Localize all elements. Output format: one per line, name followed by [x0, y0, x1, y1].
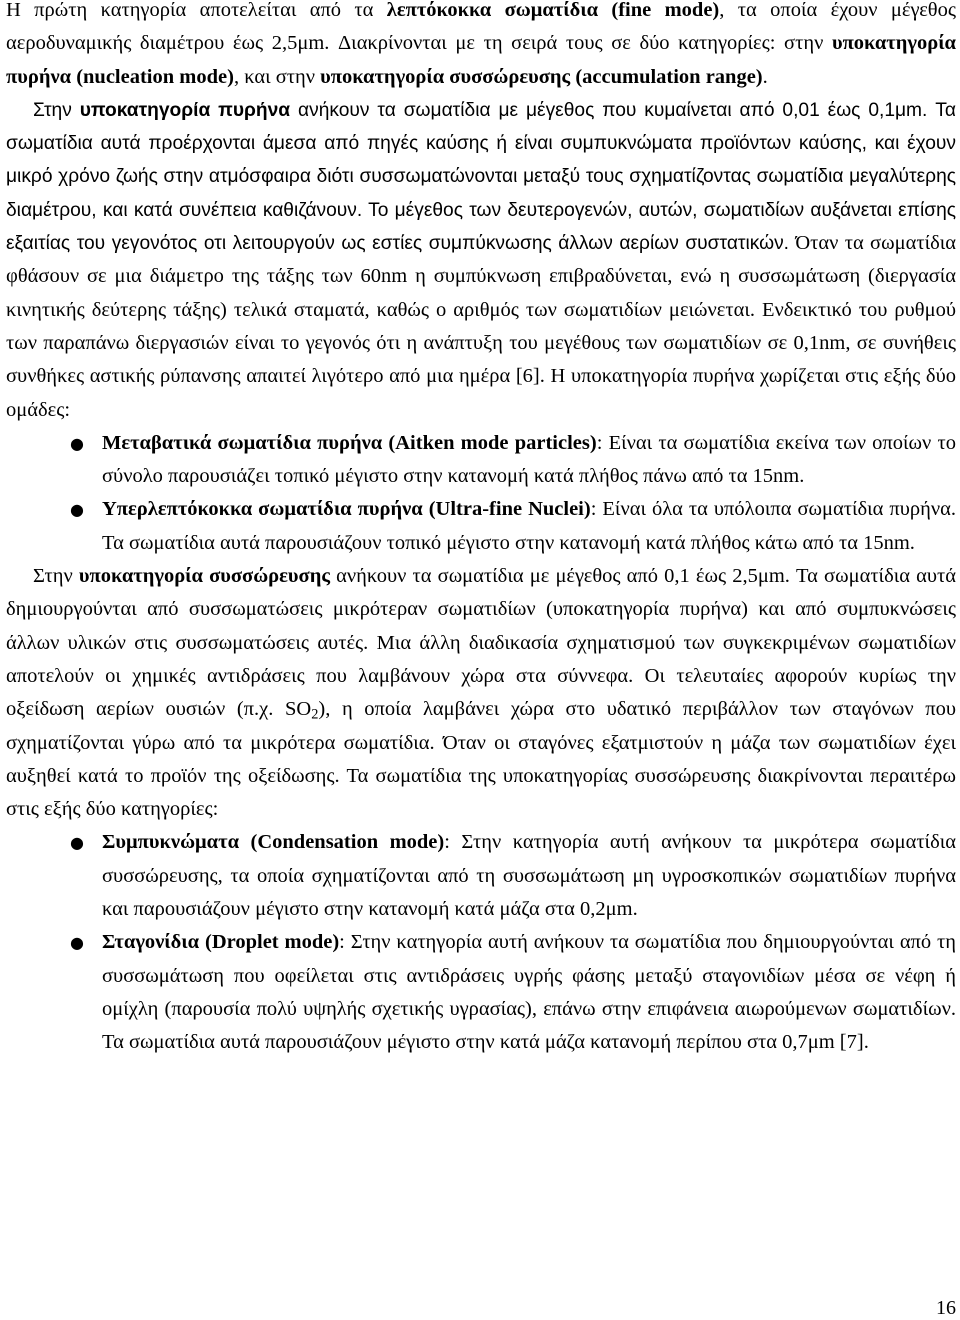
text-span: : Στην κατηγορία αυτή ανήκουν τα μικρότερα σωματίδια συσσώρευσης, τα οποία σχηματίζονται από τη συσσωμάτωση μη υγροσκοπικών σωματιδίων πυρήνα και παρουσιάζουν μέγιστο στην κατανομή κατά μάζα στα 0,2μm. — [102, 831, 956, 921]
text-span: ), η οποία λαμβάνει χώρα στο υδατικό περιβάλλον των σταγόνων που σχηματίζονται γύρω από τα μικρότερα σωματίδια. Όταν οι σταγόνες εξατμιστούν η μάζα των σωματιδίων έχει αυξηθεί κατά το προϊόν της οξείδωσης. Τα σωματίδια της υποκατηγορίας συσσώρευσης διακρίνονται περαιτέρω στις εξής δύο κατηγορίες: — [6, 698, 956, 821]
bullet-icon: ● — [70, 933, 84, 953]
bold-term: Σταγονίδια (Droplet mode) — [102, 931, 340, 954]
text-span: Τα σωματίδια αυτά προέρχονται άμεσα από πηγές καύσης ή είναι συμπυκνώματα προϊόντων καύσης, και έχουν μικρό χρόνο ζωής στην ατμόσφαιρα διότι συσσωματώνονται μεταξύ τους σχηματίζοντας σωματίδια μεγαλύτερης διαμέτρου, και κατά συνέπεια καθιζάνουν. Το μέγεθος των δευτερογενών, αυτών, σωματιδίων αυξάνεται επίσης εξαιτίας του γεγονότος οτι λειτουργούν ως εστίες συμπύκνωσης άλλων αερίων συστατικών. — [6, 99, 956, 255]
text-span: : Είναι τα σωματίδια εκείνα των οποίων το σύνολο παρουσιάζει τοπικό μέγιστο στην κατανομή κατά πλήθος πάνω από τα 15nm. — [102, 431, 956, 488]
bold-term: Συμπυκνώματα (Condensation mode) — [102, 831, 445, 854]
text-span: : Στην κατηγορία αυτή ανήκουν τα σωματίδια που δημιουργούνται από τη συσσωμάτωση που οφείλεται στις αντιδράσεις υγρής φάσης μεταξύ σταγονιδίων μέσα σε νέφη ή ομίχλη (παρουσία πολύ υψηλής σχετικής υγρασίας), επάνω στην επιφάνεια αιωρούμενων σωματιδίων. Τα σωματίδια αυτά παρουσιάζουν μέγιστο στην κατά μάζα κατανομή περίπου στα 0,7μm [7]. — [102, 931, 957, 1054]
bold-term: υποκατηγορία πυρήνα (nucleation mode) — [6, 32, 956, 88]
list-item — [6, 826, 956, 926]
text-span: Στην — [33, 99, 80, 121]
bullet-icon: ● — [70, 433, 84, 453]
bold-term: Μεταβατικά σωματίδια πυρήνα (Aitken mode particles) — [102, 431, 597, 454]
text-span: , και στην — [233, 65, 321, 88]
page-number: 16 — [936, 1297, 956, 1319]
paragraph-fine-mode — [6, 0, 956, 94]
text-span: Στην — [33, 565, 79, 588]
text-span: ανήκουν τα σωματίδια με μέγεθος από 0,1 έως 2,5μm. Τα σωματίδια αυτά δημιουργούνται από συσσωματώσεις μικρότεραν σωματιδίων (υποκατηγορία πυρήνα) και από συμπυκνώσεις άλλων υλικών στις συσσωματώσεις αυτές. Μια άλλη διαδικασία σχηματισμού των συγκεκριμένων σωματιδίων αποτελούν οι χημικές αντιδράσεις που λαμβάνουν χώρα στα σύννεφα. Οι τελευταίες αφορούν κυρίως την οξείδωση αερίων ουσιών (π.χ. SO — [6, 565, 956, 721]
bold-term: υποκατηγορία συσσώρευσης — [78, 565, 330, 588]
text-span: : Είναι όλα τα υπόλοιπα σωματίδια πυρήνα. Τα σωματίδια αυτά παρουσιάζουν τοπικό μέγιστο στην κατανομή κατά πλήθος κάτω από τα 15nm. — [102, 498, 956, 554]
list-item — [6, 926, 956, 1059]
bold-term: λεπτόκοκκα σωματίδια (fine mode) — [386, 0, 720, 21]
paragraph-accumulation — [6, 560, 956, 826]
text-span: ανήκουν τα σωματίδια με μέγεθος που κυμαίνεται από 0,01 έως 0,1μm. — [290, 99, 928, 121]
text-span: , τα οποία έχουν μέγεθος αεροδυναμικής διαμέτρου έως 2,5μm. Διακρίνονται με τη σειρά τους σε δύο κατηγορίες: στην — [6, 0, 956, 55]
text-span: Όταν τα σωματίδια φθάσουν σε μια διάμετρο της τάξης των 60nm η συμπύκνωση επιβραδύνεται, ενώ η συσσωμάτωση (διεργασία κινητικής δεύτερης τάξης) τελικά σταματά, καθώς ο αριθμός των σωματιδίων μειώνεται. Ενδεικτικό του ρυθμού των παραπάνω διεργασιών είναι το γεγονός ότι η ανάπτυξη του μεγέθους των σωματιδίων σε 0,1nm, σε συνήθεις συνθήκες αστικής ρύπανσης απαιτεί λιγότερο από μια ημέρα [6]. Η υποκατηγορία πυρήνα χωρίζεται στις εξής δύο ομάδες: — [6, 232, 957, 421]
bullet-icon: ● — [70, 833, 84, 853]
nucleation-list — [6, 427, 956, 560]
bold-term: υποκατηγορία συσσώρευσης (accumulation range) — [320, 65, 763, 88]
text-span: Η πρώτη κατηγορία αποτελείται από τα — [6, 0, 387, 21]
accumulation-list — [6, 826, 956, 1059]
body-text — [6, 0, 956, 1060]
text-span: . — [762, 65, 768, 88]
list-item — [6, 493, 956, 560]
bold-term: Υπερλεπτόκοκκα σωματίδια πυρήνα (Ultra-fine Nuclei) — [102, 498, 591, 521]
subscript: 2 — [311, 706, 319, 723]
bullet-icon: ● — [70, 500, 84, 520]
list-item — [6, 427, 956, 494]
paragraph-nucleation — [6, 94, 956, 427]
bold-term: υποκατηγορία πυρήνα — [79, 99, 291, 121]
